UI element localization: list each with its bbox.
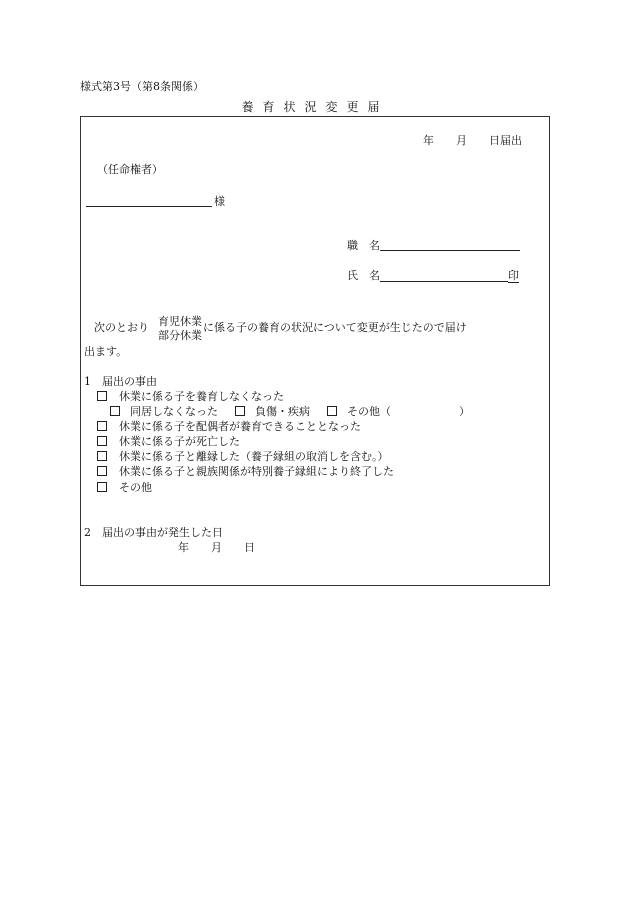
form-frame [80,116,550,586]
intro-before: 次のとおり [94,321,149,334]
date-month-label: 月 [456,134,467,147]
occurrence-date [178,542,255,553]
reason-item [97,466,394,477]
document-title: 養育状況変更届 [241,100,389,114]
checkbox[interactable] [235,406,245,416]
reason-item [97,391,284,402]
checkbox[interactable] [97,482,107,492]
position-label: 職 名 [347,239,380,252]
name-field[interactable] [380,269,508,282]
checkbox[interactable] [327,406,337,416]
checkbox[interactable] [97,391,107,401]
seal-mark: 印 [508,269,519,282]
sub-close-paren: ） [459,405,470,418]
intro-after: に係る子の養育の状況について変更が生じたので届け [203,321,467,334]
leave-type-options [158,315,202,343]
position-row [347,238,520,251]
reason-label: 休業に係る子を養育しなくなった [119,390,284,403]
leave-option-childcare: 育児休業 [158,315,202,328]
checkbox[interactable] [97,421,107,431]
section-1-heading: 1 届出の事由 [84,375,157,388]
reason-label: その他 [119,481,152,494]
occurrence-month-label: 月 [211,541,222,554]
checkbox[interactable] [97,451,107,461]
name-label: 氏 名 [347,269,380,282]
occurrence-day-label: 日 [244,541,255,554]
intro-continued: 出ます。 [84,345,128,358]
reason-item [97,421,361,432]
sub-reason-label: 同居しなくなった [130,405,218,418]
reason-label: 休業に係る子と親族関係が特別養子縁組により終了した [119,465,394,478]
name-row [347,269,519,282]
sub-reason-label: 負傷・疾病 [255,405,310,418]
appointer-label: （任命権者） [97,163,163,176]
section-2-heading: 2 届出の事由が発生した日 [84,526,223,539]
addressee-blank[interactable] [86,194,212,207]
position-field[interactable] [380,238,520,251]
form-number: 様式第3号（第8条関係） [80,80,204,93]
reason-label: 休業に係る子と離縁した（養子縁組の取消しを含む。） [119,450,389,463]
reason-label: 休業に係る子を配偶者が養育できることとなった [119,420,361,433]
addressee-line [86,194,225,207]
sub-reason-row [110,406,470,417]
sub-reason-label: その他（ [347,405,391,418]
date-day-label: 日届出 [489,134,522,147]
checkbox[interactable] [97,436,107,446]
date-year-label: 年 [423,134,434,147]
submission-date [423,135,522,146]
leave-option-partial: 部分休業 [158,329,202,342]
reason-item [97,436,240,447]
checkbox[interactable] [97,466,107,476]
addressee-suffix: 様 [214,195,225,208]
reason-item [97,482,152,493]
occurrence-year-label: 年 [178,541,189,554]
reason-item [97,451,389,462]
checkbox[interactable] [110,406,120,416]
reason-label: 休業に係る子が死亡した [119,435,240,448]
